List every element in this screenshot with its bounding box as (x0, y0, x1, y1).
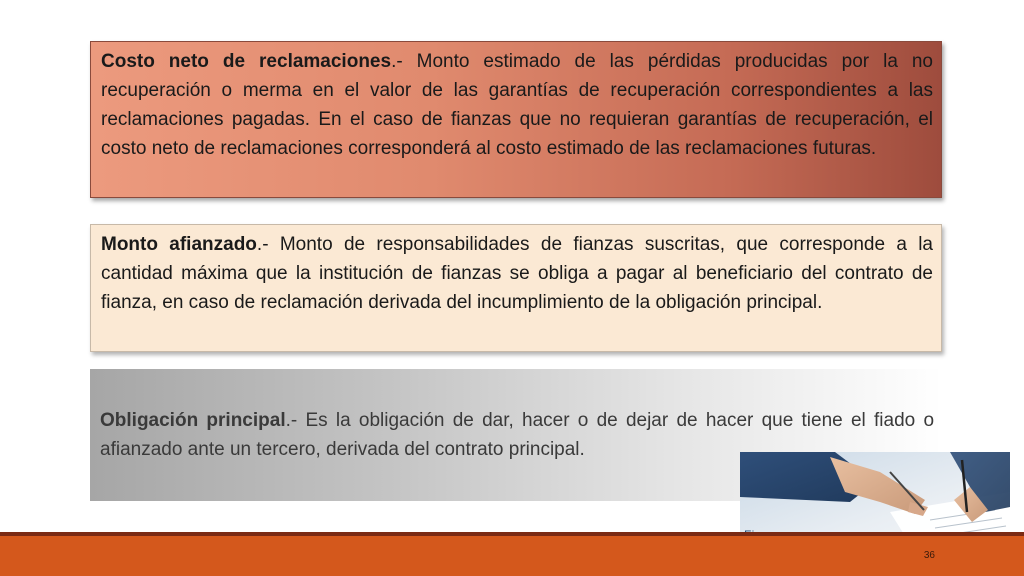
definition-box-monto-afianzado (90, 224, 942, 352)
definition-term: Obligación principal (100, 410, 286, 431)
definition-term: Monto afianzado (101, 234, 257, 255)
definition-text: .- Monto de responsabilidades de fianzas suscritas, que corresponde a la cantidad máxima que la institución de fianzas se obliga a pagar al beneficiario del contrato de fianza, en caso de reclamación derivada del incumplimiento de la obligación principal. (101, 234, 933, 313)
page-number: 36 (923, 550, 935, 561)
definition-term: Costo neto de reclamaciones (101, 51, 392, 72)
definition-box-costo-neto (90, 41, 942, 198)
definition-text: .- Monto estimado de las pérdidas producidas por la no recuperación o merma en el valor de las garantías de recuperación correspondientes a las reclamaciones pagadas. En el caso de fianzas que no requieran garantías de recuperación, el costo neto de reclamaciones corresponderá al costo estimado de las reclamaciones futuras. (101, 51, 933, 159)
footer-bar (0, 536, 1024, 576)
definition-text: .- Es la obligación de dar, hacer o de dejar de hacer que tiene el fiado o afianzado ante un tercero, derivada del contrato principal. (100, 410, 935, 460)
